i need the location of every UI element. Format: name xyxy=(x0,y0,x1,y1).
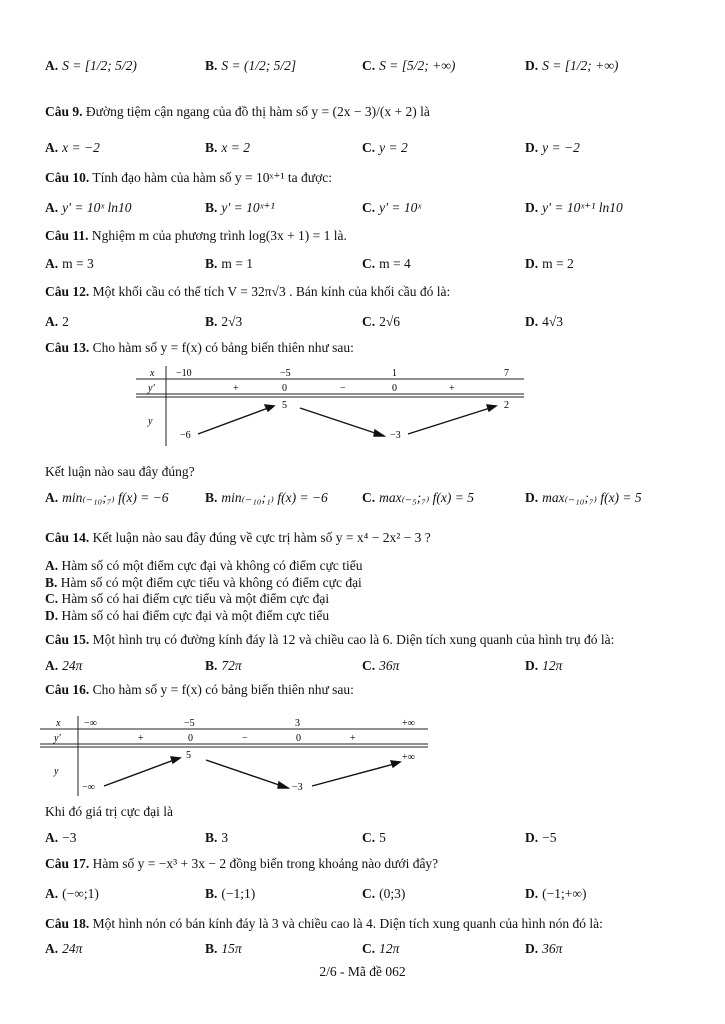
q8-option-d[interactable]: D. S = [1/2; +∞) xyxy=(525,58,619,73)
question-12: Câu 12. Một khối cầu có thể tích V = 32π√3 . Bán kính của khối cầu đó là: xyxy=(45,284,451,299)
variation-table-13-svg xyxy=(136,364,526,448)
q15-option-d[interactable]: D. 12π xyxy=(525,658,563,673)
t13-sign-1: 0 xyxy=(282,383,287,394)
question-11: Câu 11. Nghiệm m của phương trình log(3x + 1) = 1 là. xyxy=(45,228,347,243)
q14-option-c[interactable]: C. Hàm số có hai điểm cực tiểu và một điểm cực đại xyxy=(45,591,330,606)
question-16: Câu 16. Cho hàm số y = f(x) có bảng biến thiên như sau: xyxy=(45,682,354,697)
t13-arrow-up-1 xyxy=(198,408,268,434)
question-13-after: Kết luận nào sau đây đúng? xyxy=(45,464,195,479)
q10-options xyxy=(45,200,705,222)
q9-option-b[interactable]: B. x = 2 xyxy=(205,140,250,155)
q15-options xyxy=(45,658,705,680)
t13-y-label: y xyxy=(148,416,153,427)
t16-y-2: −3 xyxy=(292,782,303,793)
q15-option-a[interactable]: A. 24π xyxy=(45,658,83,673)
q13-option-a[interactable]: A. min₍₋₁₀;₇₎ f(x) = −6 xyxy=(45,490,169,505)
q16-option-c[interactable]: C. 5 xyxy=(362,830,386,845)
t16-y-3: +∞ xyxy=(402,752,415,763)
t16-y-0: −∞ xyxy=(82,782,95,793)
q18-option-d[interactable]: D. 36π xyxy=(525,941,563,956)
q15-option-b[interactable]: B. 72π xyxy=(205,658,242,673)
q17-option-b[interactable]: B. (−1;1) xyxy=(205,886,256,901)
q12-option-c[interactable]: C. 2√6 xyxy=(362,314,401,329)
t13-y-1: 5 xyxy=(282,400,287,411)
t13-sign-4: + xyxy=(449,383,455,394)
q9-option-c[interactable]: C. y = 2 xyxy=(362,140,408,155)
q18-option-c[interactable]: C. 12π xyxy=(362,941,400,956)
q17-option-a[interactable]: A. (−∞;1) xyxy=(45,886,99,901)
question-14: Câu 14. Kết luận nào sau đây đúng về cực trị hàm số y = x⁴ − 2x² − 3 ? xyxy=(45,530,431,545)
t13-x-label: x xyxy=(150,368,155,379)
t16-arrow-up-2 xyxy=(312,764,394,786)
t16-sign-1: 0 xyxy=(188,733,193,744)
q18-option-a[interactable]: A. 24π xyxy=(45,941,83,956)
q15-option-c[interactable]: C. 36π xyxy=(362,658,400,673)
q8-option-b[interactable]: B. S = (1/2; 5/2] xyxy=(205,58,297,73)
page-footer: 2/6 - Mã đề 062 xyxy=(319,964,406,979)
variation-table-16 xyxy=(40,714,430,798)
t13-y-0: −6 xyxy=(180,430,191,441)
q16-option-b[interactable]: B. 3 xyxy=(205,830,229,845)
t16-arrow-down xyxy=(206,760,282,786)
t13-x-1: −5 xyxy=(280,368,291,379)
question-16-after: Khi đó giá trị cực đại là xyxy=(45,804,174,819)
q16-option-d[interactable]: D. −5 xyxy=(525,830,557,845)
q8-options xyxy=(45,58,705,80)
t16-sign-2: − xyxy=(242,733,248,744)
t16-x-0: −∞ xyxy=(84,718,97,729)
q9-options xyxy=(45,140,705,162)
question-18: Câu 18. Một hình nón có bán kính đáy là 3 và chiều cao là 4. Diện tích xung quanh của hình nón đó là: xyxy=(45,916,603,931)
question-15: Câu 15. Một hình trụ có đường kính đáy là 12 và chiều cao là 6. Diện tích xung quanh của hình trụ đó là: xyxy=(45,632,615,647)
t13-x-3: 7 xyxy=(504,368,509,379)
q14-option-d[interactable]: D. Hàm số có hai điểm cực đại và một điểm cực tiểu xyxy=(45,607,330,623)
q11-option-b[interactable]: B. m = 1 xyxy=(205,256,254,271)
q17-options xyxy=(45,886,705,908)
t13-y-3: 2 xyxy=(504,400,509,411)
q17-option-d[interactable]: D. (−1;+∞) xyxy=(525,886,587,901)
t16-y-label: y xyxy=(54,766,59,777)
question-10: Câu 10. Tính đạo hàm của hàm số y = 10ˣ⁺¹ ta được: xyxy=(45,170,332,185)
q11-option-d[interactable]: D. m = 2 xyxy=(525,256,574,271)
q17-option-c[interactable]: C. (0;3) xyxy=(362,886,406,901)
q10-option-a[interactable]: A. y' = 10ˣ ln10 xyxy=(45,200,132,215)
q12-option-b[interactable]: B. 2√3 xyxy=(205,314,243,329)
t13-sign-3: 0 xyxy=(392,383,397,394)
q12-options xyxy=(45,314,705,336)
q13-option-d[interactable]: D. max₍₋₁₀;₇₎ f(x) = 5 xyxy=(525,490,642,505)
q12-option-a[interactable]: A. 2 xyxy=(45,314,69,329)
q11-option-a[interactable]: A. m = 3 xyxy=(45,256,94,271)
q16-option-a[interactable]: A. −3 xyxy=(45,830,77,845)
q9-option-d[interactable]: D. y = −2 xyxy=(525,140,580,155)
q10-option-d[interactable]: D. y' = 10ˣ⁺¹ ln10 xyxy=(525,200,623,215)
t13-y-2: −3 xyxy=(390,430,401,441)
question-9: Câu 9. Đường tiệm cận ngang của đồ thị hàm số y = (2x − 3)/(x + 2) là xyxy=(45,104,430,119)
variation-table-16-svg xyxy=(40,714,430,798)
q13-option-b[interactable]: B. min₍₋₁₀;₁₎ f(x) = −6 xyxy=(205,490,328,505)
q12-option-d[interactable]: D. 4√3 xyxy=(525,314,564,329)
q11-option-c[interactable]: C. m = 4 xyxy=(362,256,411,271)
q14-option-a[interactable]: A. Hàm số có một điểm cực đại và không có điểm cực tiểu xyxy=(45,558,363,573)
t13-arrow-up-2 xyxy=(408,408,490,434)
variation-table-13 xyxy=(136,364,526,448)
q16-options xyxy=(45,830,705,852)
t16-x-1: −5 xyxy=(184,718,195,729)
question-17: Câu 17. Hàm số y = −x³ + 3x − 2 đồng biến trong khoảng nào dưới đây? xyxy=(45,856,439,871)
t13-sign-2: − xyxy=(340,383,346,394)
t16-y-1: 5 xyxy=(186,750,191,761)
t16-sign-3: 0 xyxy=(296,733,301,744)
q18-option-b[interactable]: B. 15π xyxy=(205,941,242,956)
q18-options xyxy=(45,941,705,963)
t13-sign-0: + xyxy=(233,383,239,394)
t13-x-2: 1 xyxy=(392,368,397,379)
t13-arrow-down xyxy=(300,408,378,434)
t13-yp-label: y' xyxy=(148,383,155,394)
t16-x-label: x xyxy=(56,718,61,729)
q11-options xyxy=(45,256,705,278)
question-13: Câu 13. Cho hàm số y = f(x) có bảng biến thiên như sau: xyxy=(45,340,354,355)
q8-option-a[interactable]: A. S = [1/2; 5/2) xyxy=(45,58,137,73)
q10-option-c[interactable]: C. y' = 10ˣ xyxy=(362,200,422,215)
q10-option-b[interactable]: B. y' = 10ˣ⁺¹ xyxy=(205,200,275,215)
q13-options xyxy=(45,490,705,512)
t16-x-2: 3 xyxy=(295,718,300,729)
q14-option-b[interactable]: B. Hàm số có một điểm cực tiểu và không có điểm cực đại xyxy=(45,574,362,590)
t13-x-0: −10 xyxy=(176,368,192,379)
q14-options xyxy=(45,558,363,624)
t16-sign-4: + xyxy=(350,733,356,744)
q8-option-c[interactable]: C. S = [5/2; +∞) xyxy=(362,58,456,73)
t16-x-3: +∞ xyxy=(402,718,415,729)
t16-arrow-up-1 xyxy=(104,760,174,786)
t16-sign-0: + xyxy=(138,733,144,744)
q9-option-a[interactable]: A. x = −2 xyxy=(45,140,100,155)
t16-yp-label: y' xyxy=(54,733,61,744)
q13-option-c[interactable]: C. max₍₋₅;₇₎ f(x) = 5 xyxy=(362,490,474,505)
